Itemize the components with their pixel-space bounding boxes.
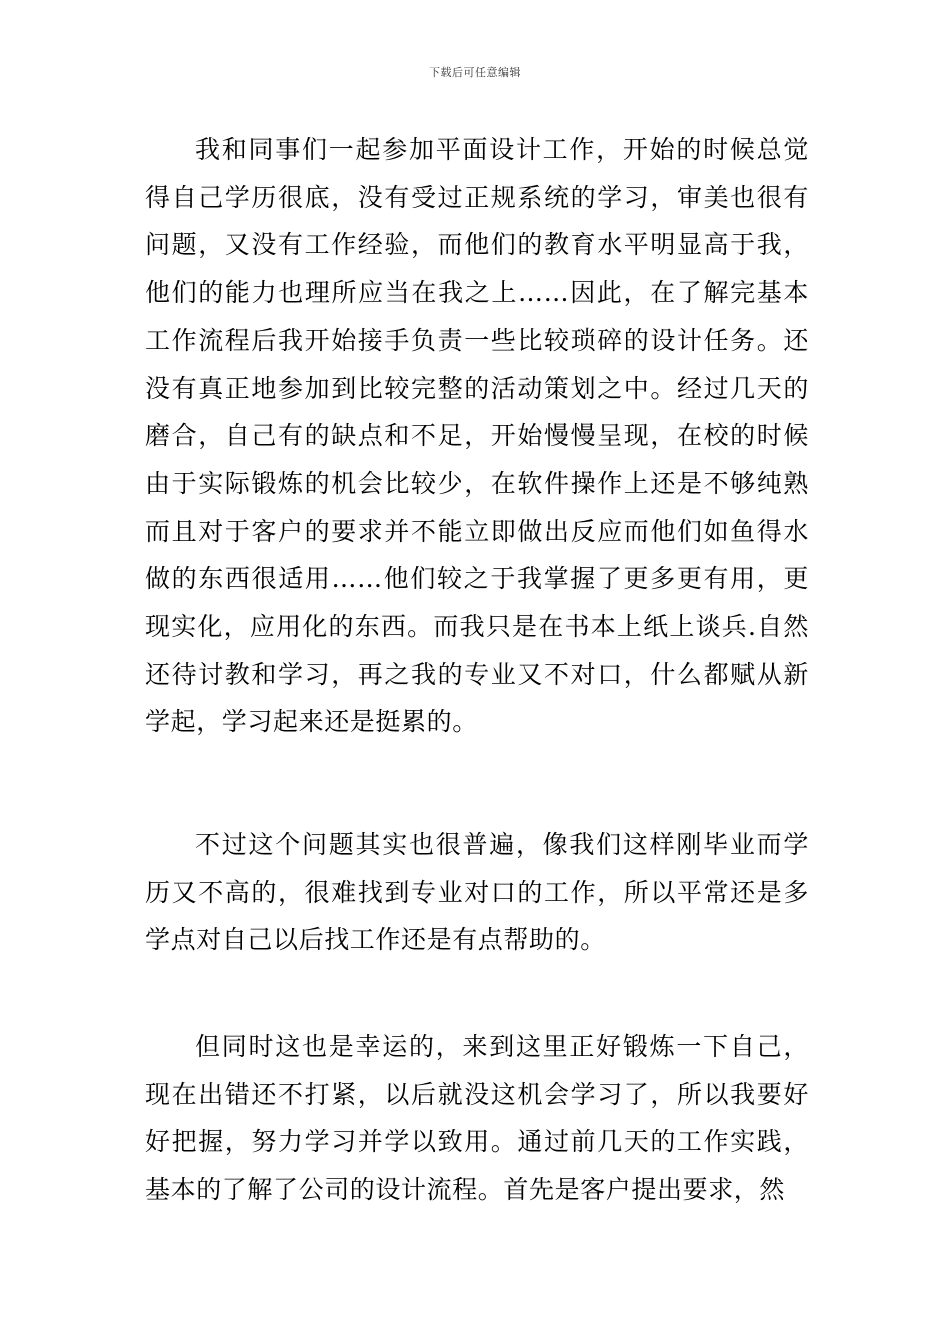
body-paragraph: 我和同事们一起参加平面设计工作，开始的时候总觉得自己学历很底，没有受过正规系统的学习，审美也很有问题，又没有工作经验，而他们的教育水平明显高于我，他们的能力也理所应当在我之上……因此，在了解完基本工作流程后我开始接手负责一些比较琐碎的设计任务。还没有真正地参加到比较完整的活动策划之中。经过几天的磨合，自己有的缺点和不足，开始慢慢呈现，在校的时候由于实际锻炼的机会比较少，在软件操作上还是不够纯熟而且对于客户的要求并不能立即做出反应而他们如鱼得水做的东西很适用……他们较之于我掌握了更多更有用，更现实化，应用化的东西。而我只是在书本上纸上谈兵.自然还待讨教和学习，再之我的专业又不对口，什么都赋从新学起，学习起来还是挺累的。 [145, 135, 809, 737]
body-paragraph: 但同时这也是幸运的，来到这里正好锻炼一下自己，现在出错还不打紧，以后就没这机会学习了，所以我要好好把握，努力学习并学以致用。通过前几天的工作实践，基本的了解了公司的设计流程。首先是客户提出要求，然 [145, 1032, 809, 1205]
header-note: 下载后可任意编辑 [429, 66, 521, 79]
body-paragraph: 不过这个问题其实也很普遍，像我们这样刚毕业而学历又不高的，很难找到专业对口的工作，所以平常还是多学点对自己以后找工作还是有点帮助的。 [145, 830, 809, 955]
